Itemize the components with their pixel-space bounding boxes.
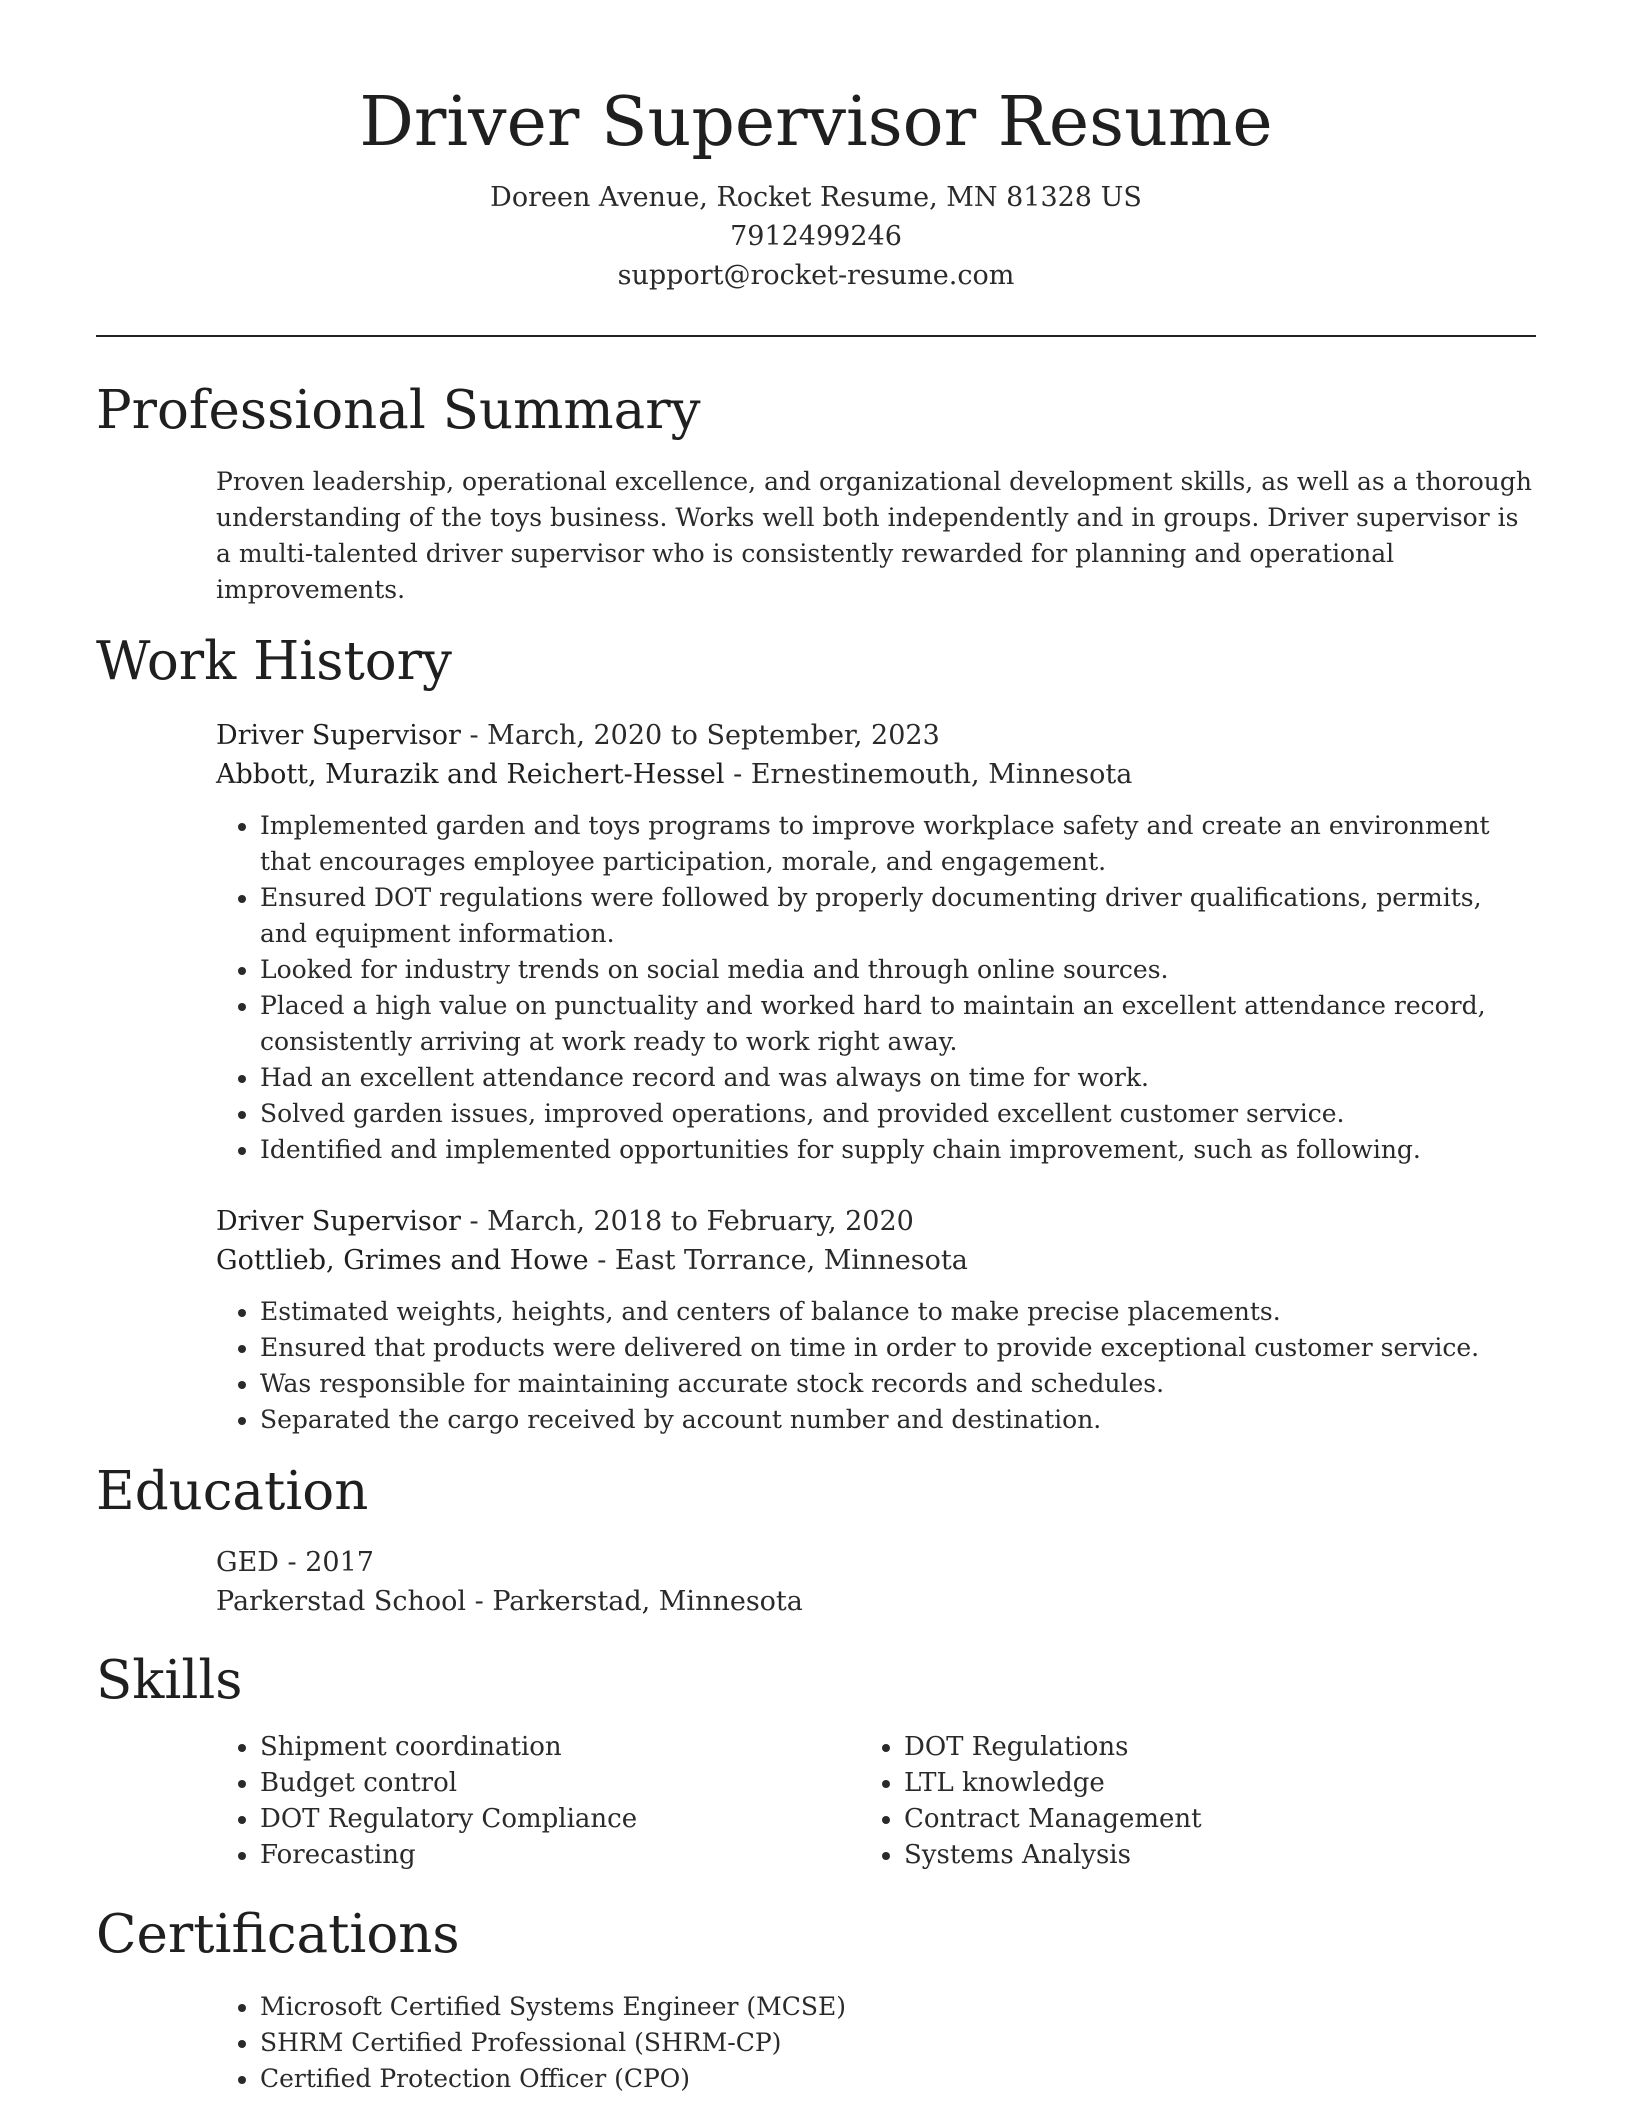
skills-grid: [216, 1729, 1536, 1873]
list-item: • Was responsible for maintaining accurate stock records and schedules.: [260, 1366, 1536, 1402]
certifications-section: [96, 1903, 1536, 2097]
certifications-heading: Certifications: [96, 1903, 460, 1965]
list-item: • Placed a high value on punctuality and worked hard to maintain an excellent attendance record, consistently arriving at work ready to work right away.: [260, 988, 1536, 1060]
skills-section: [96, 1649, 1536, 1873]
summary-text: Proven leadership, operational excellence, and organizational development skills, as well as a thorough understanding of the toys business. Works well both independently and in groups. Driver supervisor is a multi-talented driver supervisor who is consistently rewarded for planning and operational improvements.: [216, 467, 1532, 605]
list-item: • Had an excellent attendance record and was always on time for work.: [260, 1060, 1536, 1096]
skill-item: • Shipment coordination: [260, 1729, 860, 1765]
skill-item: • LTL knowledge: [904, 1765, 1504, 1801]
skill-item: • Forecasting: [260, 1837, 860, 1873]
summary-heading: Professional Summary: [96, 379, 701, 441]
job-bullets: [216, 1294, 1536, 1438]
education-entry: [216, 1543, 1536, 1621]
work-history-heading: Work History: [96, 631, 452, 693]
job-title: Driver Supervisor: [216, 719, 461, 751]
header-divider: [96, 335, 1536, 337]
job-title-line: [216, 1202, 1536, 1241]
job-bullets: [216, 808, 1536, 1168]
resume-title: Driver Supervisor Resume: [359, 83, 1273, 162]
list-item: • Implemented garden and toys programs to improve workplace safety and create an environment that encourages employee participation, morale, and engagement.: [260, 808, 1536, 880]
contact-phone: 7912499246: [730, 220, 902, 252]
job-location: Ernestinemouth, Minnesota: [750, 758, 1133, 790]
job-company-line: [216, 755, 1536, 794]
skill-item: • Contract Management: [904, 1801, 1504, 1837]
list-item: • Estimated weights, heights, and centers of balance to make precise placements.: [260, 1294, 1536, 1330]
skill-item: • DOT Regulations: [904, 1729, 1504, 1765]
contact-address: Doreen Avenue, Rocket Resume, MN 81328 US: [490, 181, 1142, 213]
skills-column-right: [860, 1729, 1504, 1873]
education-heading: Education: [96, 1460, 369, 1522]
separator: -: [466, 1586, 493, 1618]
list-item: • Identified and implemented opportunities for supply chain improvement, such as following.: [260, 1132, 1536, 1168]
education-degree-line: [216, 1543, 1536, 1582]
education-year: 2017: [305, 1547, 374, 1579]
job-company: Abbott, Murazik and Reichert-Hessel: [216, 758, 725, 790]
certification-item: • Microsoft Certified Systems Engineer (MCSE): [260, 1989, 1536, 2025]
list-item: • Looked for industry trends on social media and through online sources.: [260, 952, 1536, 988]
certification-item: • Certified Protection Officer (CPO): [260, 2061, 1536, 2097]
job-title-line: [216, 716, 1536, 755]
job-entry-2: [216, 1202, 1536, 1438]
job-dates: March, 2020 to September, 2023: [487, 719, 940, 751]
certification-item: • SHRM Certified Professional (SHRM-CP): [260, 2025, 1536, 2061]
skill-item: • Budget control: [260, 1765, 860, 1801]
separator: -: [460, 1205, 488, 1237]
education-school: Parkerstad School: [216, 1586, 467, 1618]
job-company: Gottlieb, Grimes and Howe: [216, 1244, 589, 1276]
skills-column-left: [216, 1729, 860, 1873]
certifications-list: [216, 1989, 1536, 2097]
list-item: • Ensured DOT regulations were followed by properly documenting driver qualifications, permits, and equipment information.: [260, 880, 1536, 952]
separator: -: [588, 1244, 615, 1276]
contact-info: [96, 178, 1536, 295]
contact-email: support@rocket-resume.com: [617, 259, 1015, 291]
job-dates: March, 2018 to February, 2020: [487, 1205, 914, 1237]
skill-item: • DOT Regulatory Compliance: [260, 1801, 860, 1837]
skill-item: • Systems Analysis: [904, 1837, 1504, 1873]
separator: -: [724, 758, 751, 790]
resume-header: [96, 0, 1536, 295]
job-location: East Torrance, Minnesota: [614, 1244, 968, 1276]
summary-section: [96, 379, 1536, 609]
education-section: [96, 1460, 1536, 1622]
job-company-line: [216, 1241, 1536, 1280]
skills-heading: Skills: [96, 1650, 243, 1712]
list-item: • Separated the cargo received by account number and destination.: [260, 1402, 1536, 1438]
list-item: • Solved garden issues, improved operations, and provided excellent customer service.: [260, 1096, 1536, 1132]
list-item: • Ensured that products were delivered on time in order to provide exceptional customer service.: [260, 1330, 1536, 1366]
job-entry-1: [216, 716, 1536, 1168]
job-title: Driver Supervisor: [216, 1205, 461, 1237]
education-school-line: [216, 1582, 1536, 1621]
separator: -: [278, 1547, 306, 1579]
work-history-section: [96, 630, 1536, 1438]
education-location: Parkerstad, Minnesota: [492, 1586, 803, 1618]
separator: -: [460, 719, 488, 751]
education-degree: GED: [216, 1547, 279, 1579]
